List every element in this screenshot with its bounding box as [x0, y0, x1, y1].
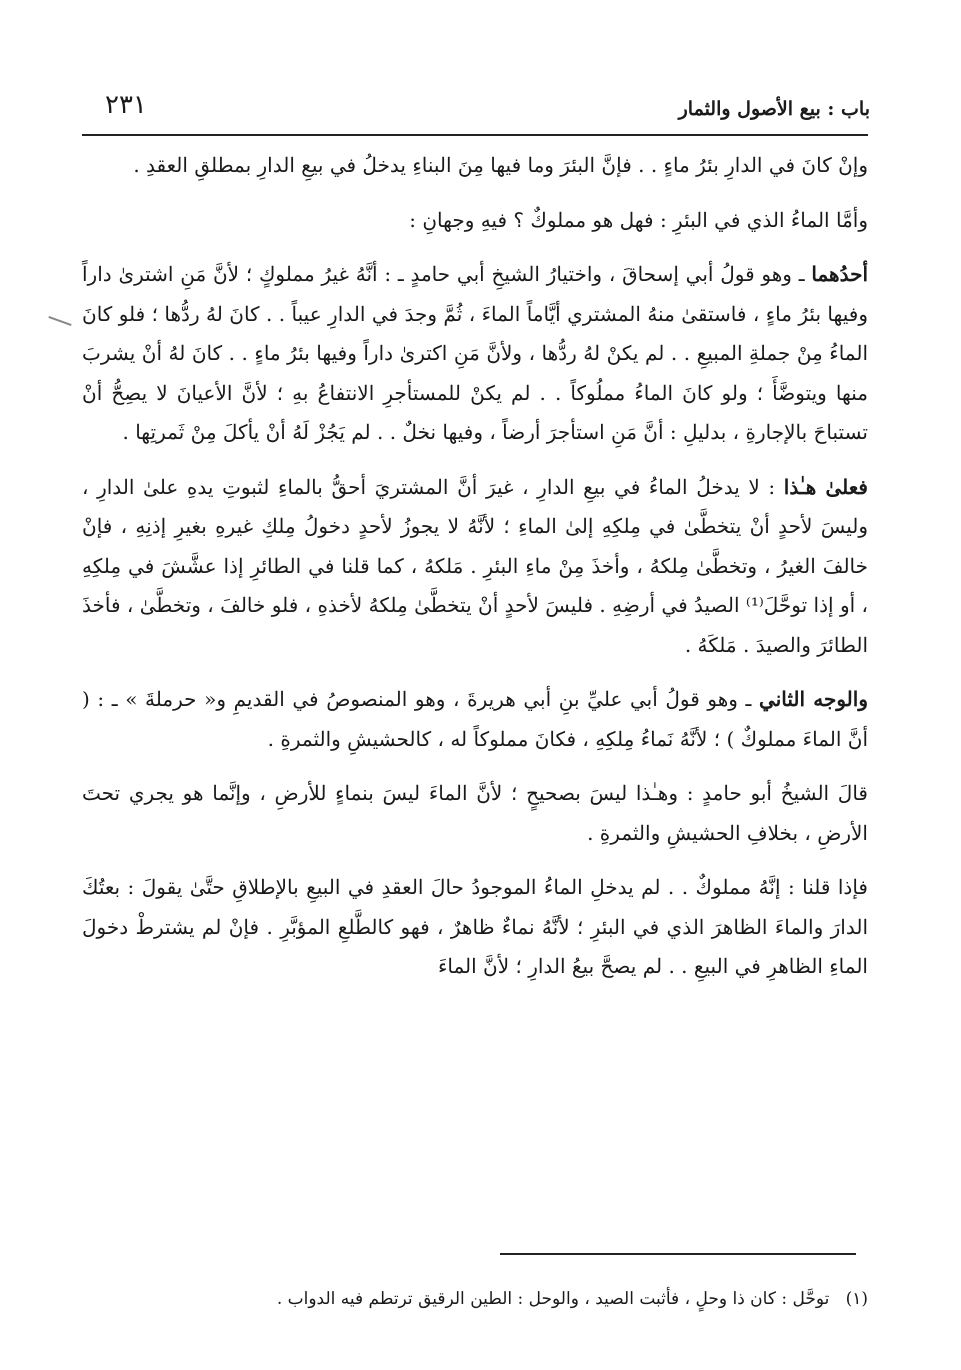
paragraph-1 — [82, 146, 868, 186]
paragraph-text: : لا يدخلُ الماءُ في بيعِ الدارِ ، غيرَ أنَّ المشتريَ أحقُّ بالماءِ لثبوتِ يدهِ علىٰ الدارِ ، وليسَ لأحدٍ أنْ يتخطَّىٰ في مِلكِهِ إلىٰ الماءِ ؛ لأنَّهُ لا يجوزُ لأحدٍ دخولُ مِلكِ غيرهِ بغيرِ إذنِهِ ، فإنْ خالفَ الغيرُ ، وتخطَّىٰ مِلكهُ ، وأخذَ مِنْ ماءِ البئرِ . مَلكهُ ، كما قلنا في الطائرِ إذا عشَّشَ في مِلكِهِ ، أو إذا توحَّلَ⁽¹⁾ الصيدُ في أرضِهِ . فليسَ لأحدٍ أنْ يتخطَّىٰ مِلكهُ لأخذهِ ، فلو خالفَ ، وتخطَّىٰ ، فأخذَ الطائرَ والصيدَ . مَلكَهُ . — [82, 474, 868, 657]
margin-mark — [48, 316, 71, 326]
paragraph-2 — [82, 201, 868, 241]
paragraph-text: وأمَّا الماءُ الذي في البئرِ : فهل هو مملوكٌ ؟ فيهِ وجهانِ : — [409, 207, 868, 232]
paragraph-4 — [82, 468, 868, 666]
paragraph-text: وإنْ كانَ في الدارِ بئرُ ماءٍ . . فإنَّ البئرَ وما فيها مِنَ البناءِ يدخلُ في بيعِ الدارِ بمطلقِ العقدِ . — [133, 153, 868, 177]
footnote-number: (١) — [845, 1289, 868, 1309]
running-title: باب : بيع الأصول والثمار — [678, 98, 870, 120]
paragraph-lead: والوجه الثاني — [759, 687, 868, 711]
paragraph-lead: أحدُهما — [811, 262, 868, 286]
paragraph-5 — [82, 680, 868, 759]
paragraph-text: قالَ الشيخُ أبو حامدٍ : وهـٰذا ليسَ بصحيحٍ ؛ لأنَّ الماءَ ليسَ بنماءٍ للأرضِ ، وإنَّما هو يجري تحتَ الأرضِ ، بخلافِ الحشيشِ والثمرةِ . — [82, 781, 868, 845]
paragraph-7 — [82, 868, 868, 987]
paragraph-3 — [82, 255, 868, 453]
paragraph-text: فإذا قلنا : إنَّهُ مملوكٌ . . لم يدخلِ الماءُ الموجودُ حالَ العقدِ في البيعِ بالإطلاقِ حتَّىٰ يقولَ : بعتُكَ الدارَ والماءَ الظاهرَ الذي في البئرِ ؛ لأنَّهُ نماءٌ ظاهرٌ ، فهو كالطَّلعِ المؤبَّرِ . فإنْ لم يشترطْ دخولَ الماءِ الظاهرِ في البيعِ . . لم يصحَّ بيعُ الدارِ ؛ لأنَّ الماءَ — [82, 875, 868, 978]
page-number: ٢٣١ — [105, 90, 147, 120]
footnote-rule — [500, 1253, 856, 1255]
paragraph-text: ـ وهو قولُ أبي عليِّ بنِ أبي هريرةَ ، وهو المنصوصُ في القديمِ و« حرملةَ » ـ : ( أنَّ الماءَ مملوكٌ ) ؛ لأنَّهُ نَماءُ مِلكِهِ ، فكانَ مملوكاً له ، كالحشيشِ والثمرةِ . — [82, 687, 868, 751]
header-rule — [82, 134, 868, 136]
body-text — [82, 146, 868, 1002]
footnote-text: توحَّل : كان ذا وحلٍ ، فأثبت الصيد ، والوحل : الطين الرقيق ترتطم فيه الدواب . — [276, 1289, 830, 1309]
paragraph-lead: فعلىٰ هـٰذا — [783, 474, 868, 499]
page-header — [80, 90, 870, 130]
paragraph-text: ـ وهو قولُ أبي إسحاقَ ، واختيارُ الشيخِ أبي حامدٍ ـ : أنَّهُ غيرُ مملوكٍ ؛ لأنَّ مَنِ اشترىٰ داراً وفيها بئرُ ماءٍ ، فاستقىٰ منهُ المشتري أيَّاماً الماءَ ، ثُمَّ وجدَ في الدارِ عيباً . . كانَ لهُ ردُّها ؛ فلو كانَ الماءُ مِنْ جملةِ المبيعِ . . لم يكنْ لهُ ردُّها ، ولأنَّ مَنِ اكترىٰ داراً وفيها بئرُ ماءٍ . . كانَ لهُ أنْ يشربَ منها ويتوضَّأَ ؛ ولو كانَ الماءُ مملُوكاً . . لم يكنْ للمستأجرِ الانتفاعُ بهِ ؛ لأنَّ الأعيانَ لا يصِحُّ أنْ تستباحَ بالإجارةِ ، بدليلِ : أنَّ مَنِ استأجرَ أرضاً ، وفيها نخلٌ . . لم يَجُزْ لَهُ أنْ يأكلَ مِنْ ثَمرتِها . — [82, 262, 868, 444]
paragraph-6 — [82, 774, 868, 853]
footnote — [82, 1286, 868, 1312]
